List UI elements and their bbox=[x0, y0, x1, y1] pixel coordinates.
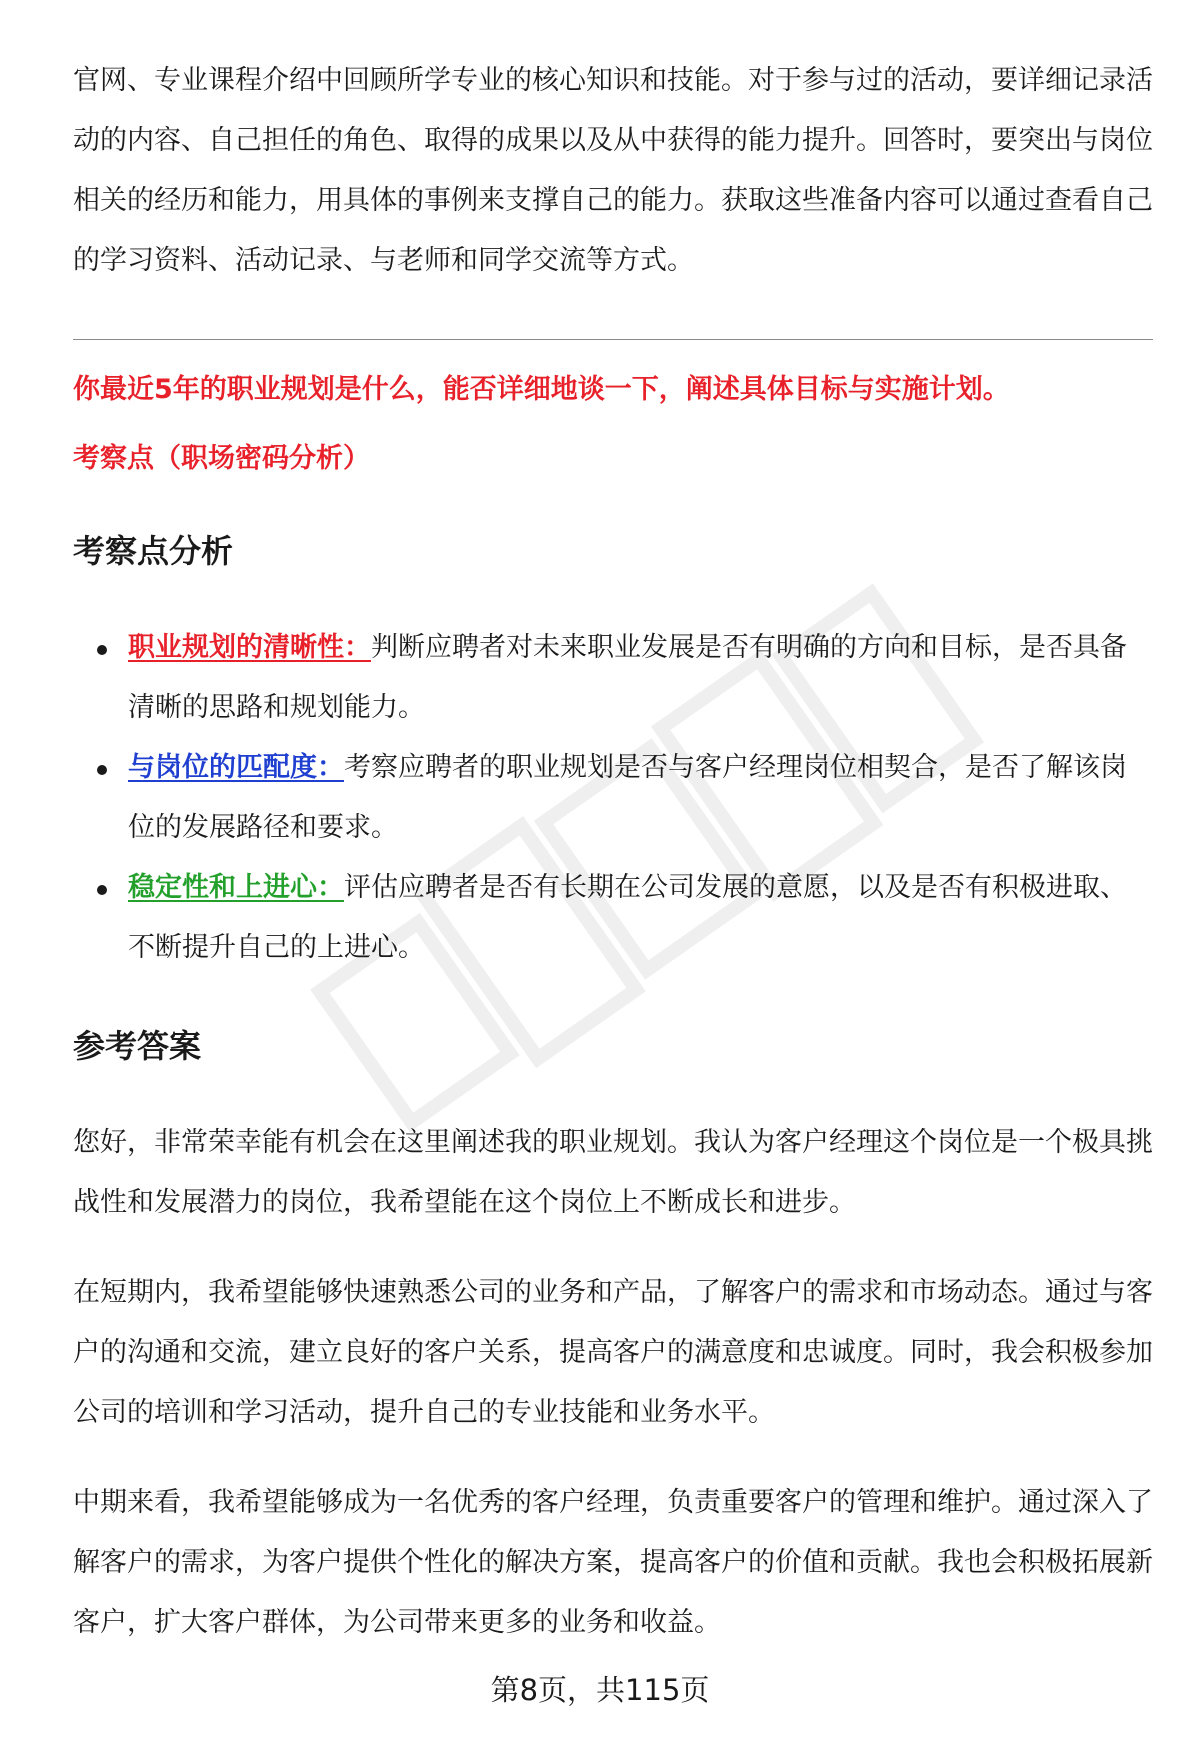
analysis-keyword: 稳定性和上进心： bbox=[128, 872, 344, 903]
interview-question: 你最近5年的职业规划是什么，能否详细地谈一下，阐述具体目标与实施计划。 bbox=[73, 374, 1010, 405]
analysis-keyword: 与岗位的匹配度： bbox=[128, 752, 344, 783]
analysis-item bbox=[73, 858, 1153, 978]
analysis-text: 判断应聘者对未来职业发展是否有明确的方向和目标，是否具备清晰的思路和规划能力。 bbox=[128, 632, 1127, 723]
analysis-item bbox=[73, 738, 1153, 858]
answer-heading: 参考答案 bbox=[73, 1027, 202, 1065]
bullet-icon bbox=[97, 765, 107, 775]
answer-paragraph: 中期来看，我希望能够成为一名优秀的客户经理，负责重要客户的管理和维护。通过深入了解客户的需求，为客户提供个性化的解决方案，提高客户的价值和贡献。我也会积极拓展新客户，扩大客户群体，为公司带来更多的业务和收益。 bbox=[73, 1487, 1153, 1638]
analysis-list bbox=[73, 618, 1153, 978]
analysis-text: 考察应聘者的职业规划是否与客户经理岗位相契合，是否了解该岗位的发展路径和要求。 bbox=[128, 752, 1127, 843]
analysis-heading: 考察点分析 bbox=[73, 532, 234, 570]
section-divider bbox=[73, 339, 1153, 340]
analysis-item bbox=[73, 618, 1153, 738]
bullet-icon bbox=[97, 885, 107, 895]
analysis-text: 评估应聘者是否有长期在公司发展的意愿，以及是否有积极进取、不断提升自己的上进心。 bbox=[128, 872, 1127, 963]
question-subtitle: 考察点（职场密码分析） bbox=[73, 443, 370, 474]
answer-paragraph: 在短期内，我希望能够快速熟悉公司的业务和产品，了解客户的需求和市场动态。通过与客户的沟通和交流，建立良好的客户关系，提高客户的满意度和忠诚度。同时，我会积极参加公司的培训和学习活动，提升自己的专业技能和业务水平。 bbox=[73, 1277, 1153, 1428]
intro-paragraph: 官网、专业课程介绍中回顾所学专业的核心知识和技能。对于参与过的活动，要详细记录活动的内容、自己担任的角色、取得的成果以及从中获得的能力提升。回答时，要突出与岗位相关的经历和能力，用具体的事例来支撑自己的能力。获取这些准备内容可以通过查看自己的学习资料、活动记录、与老师和同学交流等方式。 bbox=[73, 65, 1153, 276]
answer-paragraph: 您好，非常荣幸能有机会在这里阐述我的职业规划。我认为客户经理这个岗位是一个极具挑战性和发展潜力的岗位，我希望能在这个岗位上不断成长和进步。 bbox=[73, 1127, 1153, 1218]
bullet-icon bbox=[97, 645, 107, 655]
page-number: 第8页，共115页 bbox=[490, 1673, 710, 1707]
analysis-keyword: 职业规划的清晰性： bbox=[128, 632, 371, 663]
